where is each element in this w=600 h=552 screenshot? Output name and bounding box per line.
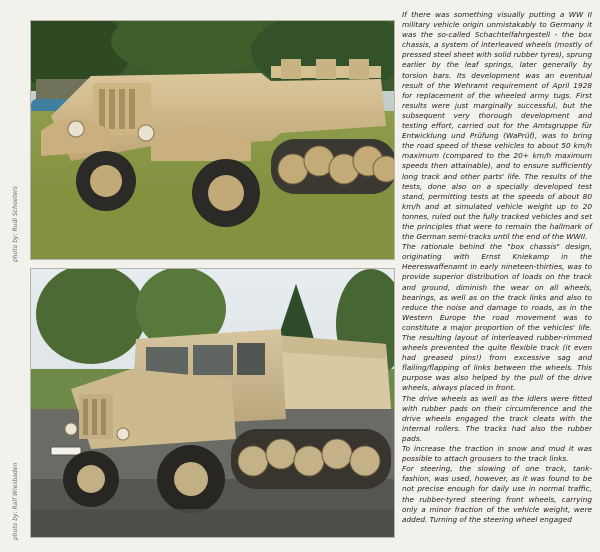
article-paragraph: The drive wheels as well as the idlers were fitted with rubber pads on their circumference and the drive wheels engaged the track cleats with the internal rollers. The tracks had also the rubber pads. xyxy=(402,393,592,443)
photo-credit-top: photo by: Rudi Schoeters xyxy=(12,186,19,262)
photo-credit-bottom: photo by: Ralf Wiesbaden xyxy=(12,462,19,540)
article-paragraph: The rationale behind the "box chassis" design, originating with Ernst Kniekamp in the Heereswaffenamt in early nineteen-thirties, was to provide superior distribution of loads on the track and ground, diminish the wear on all wheels, bearings, as well as on the track links and also to reduce the noise and damage to roads, as in the Western Europe the road movement was to constitute a major proportion of the vehicles' life. The resulting layout of interleaved rubber-rimmed wheels prevented the quite flexible track (it even had greased pins!) from excessive sag and flailing/flapping of links between the wheels. This purpose was also helped by the pull of the drive wheels, always placed in front. xyxy=(402,242,592,393)
covered-halftrack-illustration xyxy=(31,269,394,537)
open-halftrack-illustration xyxy=(31,21,394,259)
article-text-column xyxy=(402,10,592,525)
article-paragraph: If there was something visually putting a WW II military vehicle origin unmistakably to Germany it was the so-called Schachtelfahrgestell - the box chassis, a system of interleaved wheels (mostly of pressed steel sheet with solid rubber tyres), sprung earlier by the leaf springs, later generally by torsion bars. Its development was an eventual result of the Wehramt requirement of April 1928 for replacement of the wheeled army tugs. First results were just marginally successful, but the subsequent very thorough development and testing effort, carried out for the Amtsgruppe für Entwicklung und Prüfung (WaPrüf), was to bring the road speed of these vehicles to about 50 km/h maximum (compared to the 20+ km/h maximum speeds then attainable), and to ensure sufficiently long track and other parts' life. The results of the tests, done also on a specially developed test stand, permitting tests at the speeds of about 80 km/h and at simulated vehicle weight up to 20 tonnes, ruled out the fully tracked vehicles and set the principles that were to remain the hallmark of the German semi-tracks until the end of the WWII. xyxy=(402,10,592,242)
photo-open-halftrack xyxy=(30,20,395,260)
article-paragraph: To increase the traction in snow and mud it was possible to attach grousers to the track links. xyxy=(402,444,592,464)
photo-covered-halftrack xyxy=(30,268,395,538)
article-paragraph: For steering, the slowing of one track, tank-fashion, was used, however, as it was found to be not precise enough for daily use in normal traffic, the rubber-tyred steering front wheels, carrying only a minor fraction of the vehicle weight, were added. Turning of the steering wheel engaged xyxy=(402,464,592,524)
